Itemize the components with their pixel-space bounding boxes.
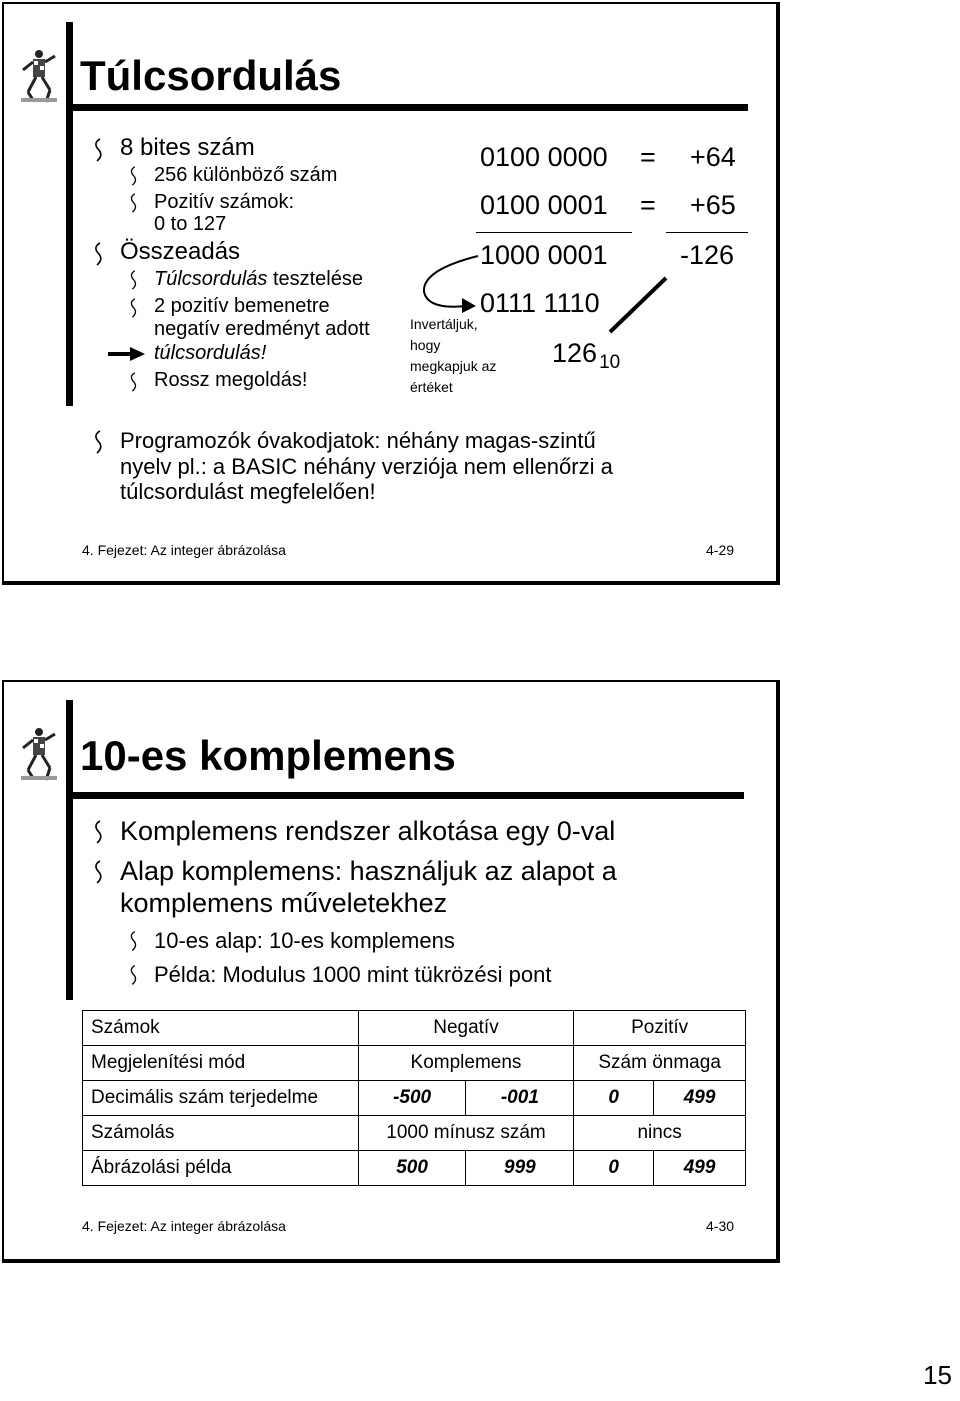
table-cell: 999 [466,1151,574,1186]
programmers-line-2: nyelv pl.: a BASIC néhány verziója nem ellenőrzi a [120,454,613,479]
bullet-icon [128,193,140,213]
sub-bullet-positive-l2: 0 to 127 [154,213,227,235]
footer-chapter: 4. Fejezet: Az integer ábrázolása [82,1218,286,1234]
result-3: -126 [680,240,735,270]
table-cell: Negatív [358,1011,574,1046]
complement-table [82,1010,746,1186]
title-underline-bar [66,792,744,799]
title-vertical-bar [66,22,73,406]
table-cell: Ábrázolási példa [83,1151,359,1186]
dancer-logo-icon [20,48,58,104]
footer-slide-number: 4-29 [706,542,735,558]
slide-title: 10-es komplemens [80,732,456,779]
bullet-addition: Összeadás [120,238,241,265]
sub-bullet-two-positive-l2: negatív eredményt adott [154,318,370,340]
bullet-8-bit: 8 bites szám [120,134,255,161]
binary-row-3: 1000 0001 [480,240,608,270]
table-cell: Decimális szám terjedelme [83,1081,359,1116]
binary-row-2: 0100 0001 [480,190,608,220]
sub-bullet-positive-l1: Pozitív számok: [154,191,295,213]
slide-title: Túlcsordulás [80,52,342,99]
table-cell: nincs [574,1116,746,1151]
note-line-4: értéket [410,379,453,395]
arrow-right-icon [108,346,146,362]
slide-tens-complement [2,680,780,1263]
slide-overflow [2,2,780,585]
programmers-line-3: túlcsordulást megfelelően! [120,479,376,504]
table-cell: Komplemens [358,1046,574,1081]
bullet-icon [128,964,140,986]
bullet-complement-system: Komplemens rendszer alkotása egy 0-val [120,816,616,846]
sub-bullet-256: 256 különböző szám [154,164,338,186]
note-line-2: hogy [410,337,441,353]
bullet-icon [92,860,106,884]
table-row [83,1116,746,1151]
invert-curve-arrow-icon [424,256,478,307]
table-cell: 0 [574,1081,654,1116]
sub-bullet-overflow-test: Túlcsordulás tesztelése [154,268,363,290]
bullet-icon [92,138,106,162]
table-cell: -500 [358,1081,466,1116]
table-cell: Számolás [83,1116,359,1151]
bullet-base-complement-l2: komplemens műveletekhez [120,888,448,918]
sum-line-left [476,232,632,233]
table-cell: Pozitív [574,1011,746,1046]
sub-bullet-two-positive-l3: túlcsordulás! [154,342,267,364]
bullet-base-complement-l1: Alap komplemens: használjuk az alapot a [120,856,617,886]
sub-bullet-wrong: Rossz megoldás! [154,369,308,391]
note-line-3: megkapjuk az [410,358,497,374]
bullet-icon [128,930,140,952]
title-underline-bar [66,104,748,111]
table-cell: -001 [466,1081,574,1116]
title-vertical-bar [66,700,73,1000]
arrowhead-icon [462,298,476,313]
bullet-icon [128,270,140,290]
result-1: +64 [690,142,736,172]
diagonal-connector [610,278,666,332]
decimal-value: 126 $_{10}$ [552,338,621,373]
table-row [83,1046,746,1081]
sub-bullet-example: Példa: Modulus 1000 mint tükrözési pont [154,962,552,987]
bullet-icon [128,166,140,186]
programmers-line-1: Programozók óvakodjatok: néhány magas-szintű [120,428,596,453]
table-row [83,1081,746,1116]
bullet-icon [92,242,106,266]
sub-bullet-two-positive-l1: 2 pozitív bemenetre [154,295,330,317]
footer-chapter: 4. Fejezet: Az integer ábrázolása [82,542,286,558]
table-cell: 0 [574,1151,654,1186]
dancer-logo-icon [20,726,58,782]
table-row [83,1151,746,1186]
table-row [83,1011,746,1046]
note-line-1: Invertáljuk, [410,316,478,332]
table-cell: 499 [654,1081,746,1116]
page-number: 15 [923,1360,952,1390]
bullet-icon [92,430,106,454]
equals-1: = [640,142,656,172]
bullet-icon [128,372,140,392]
footer-slide-number: 4-30 [706,1218,735,1234]
table-cell: 1000 mínusz szám [358,1116,574,1151]
bullet-icon [92,820,106,844]
sum-line-right [666,232,748,233]
table-cell: Szám önmaga [574,1046,746,1081]
table-cell: Megjelenítési mód [83,1046,359,1081]
sub-bullet-base-10: 10-es alap: 10-es komplemens [154,928,455,953]
table-cell: Számok [83,1011,359,1046]
bullet-icon [128,298,140,318]
table-cell: 500 [358,1151,466,1186]
binary-row-1: 0100 0000 [480,142,608,172]
table-cell: 499 [654,1151,746,1186]
equals-2: = [640,190,656,220]
result-2: +65 [690,190,736,220]
binary-row-4: 0111 1110 [480,288,600,318]
